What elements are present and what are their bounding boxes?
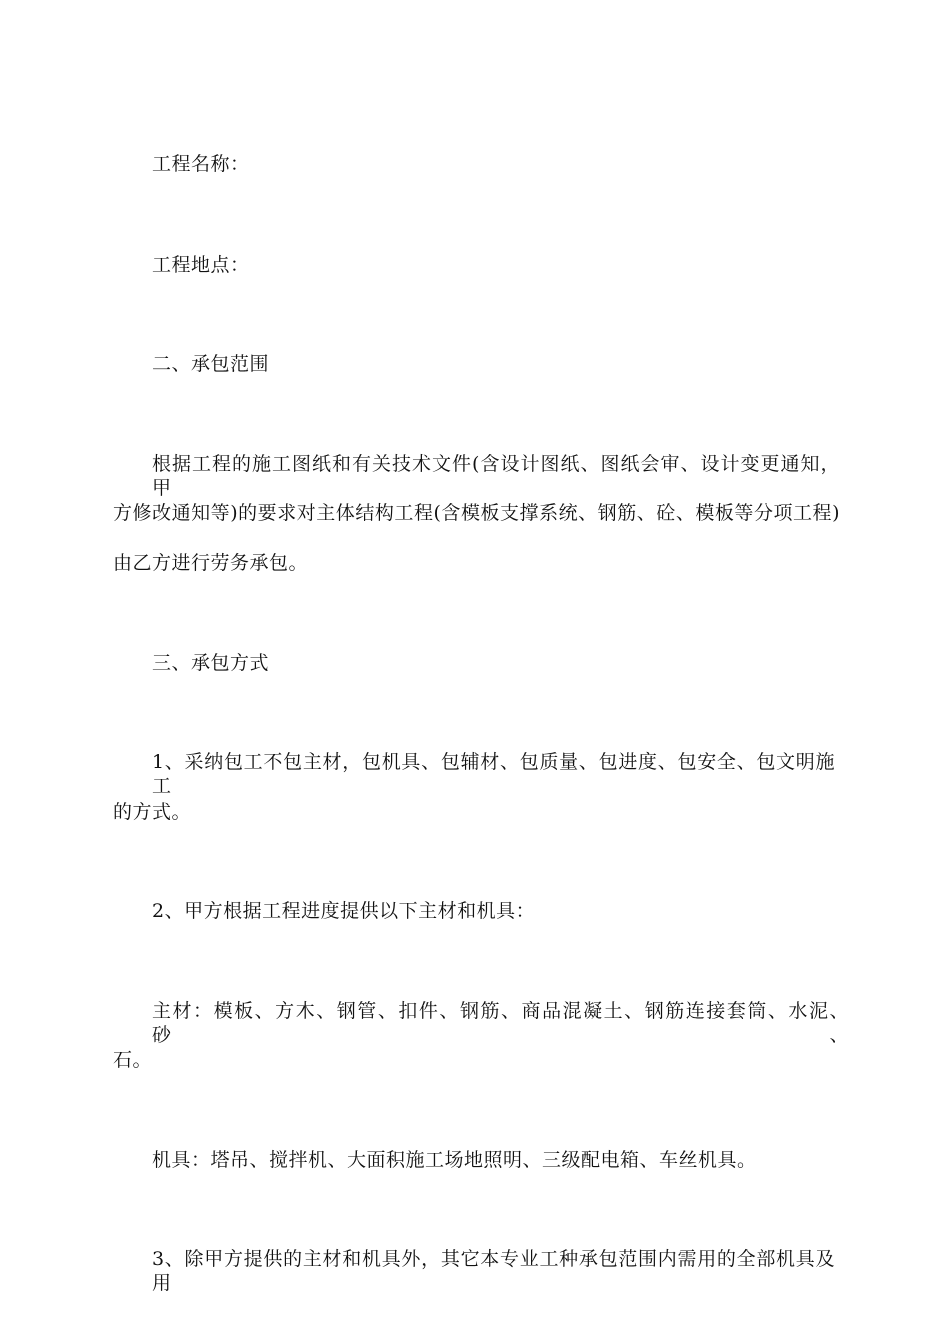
item-3-line-1 [152,1247,835,1295]
section-2-paragraph-line-1 [152,452,840,500]
section-2-paragraph-line-2 [113,501,840,525]
section-2-paragraph-line-3: 由乙方进行劳务承包。 [113,552,309,574]
main-materials-line-2: 石。 [113,1049,153,1071]
item-1-line-1 [152,750,835,798]
main-materials-line-1-text: 主材：模板、方木、钢管、扣件、钢筋、商品混凝土、钢筋连接套筒、水泥、砂、 [152,1000,849,1046]
project-name-label: 工程名称： [152,153,250,175]
item-1-line-1-text: 1、采纳包工不包主材，包机具、包辅材、包质量、包进度、包安全、包文明施工 [152,751,835,797]
section-3-heading: 三、承包方式 [152,652,270,674]
section-2-heading: 二、承包范围 [152,353,270,375]
section-2-paragraph-line-1-text: 根据工程的施工图纸和有关技术文件(含设计图纸、图纸会审、设计变更通知，甲 [152,453,840,499]
main-materials-line-1 [152,999,849,1047]
item-2: 2、甲方根据工程进度提供以下主材和机具： [152,900,536,922]
machinery-line: 机具：塔吊、搅拌机、大面积施工场地照明、三级配电箱、车丝机具。 [152,1149,757,1171]
project-location-label: 工程地点： [152,254,250,276]
item-1-line-2: 的方式。 [113,801,192,823]
section-2-paragraph-line-2-text: 方修改通知等)的要求对主体结构工程(含模板支撑系统、钢筋、砼、模板等分项工程) [113,502,840,524]
item-3-line-1-text: 3、除甲方提供的主材和机具外，其它本专业工种承包范围内需用的全部机具及用 [152,1248,835,1294]
